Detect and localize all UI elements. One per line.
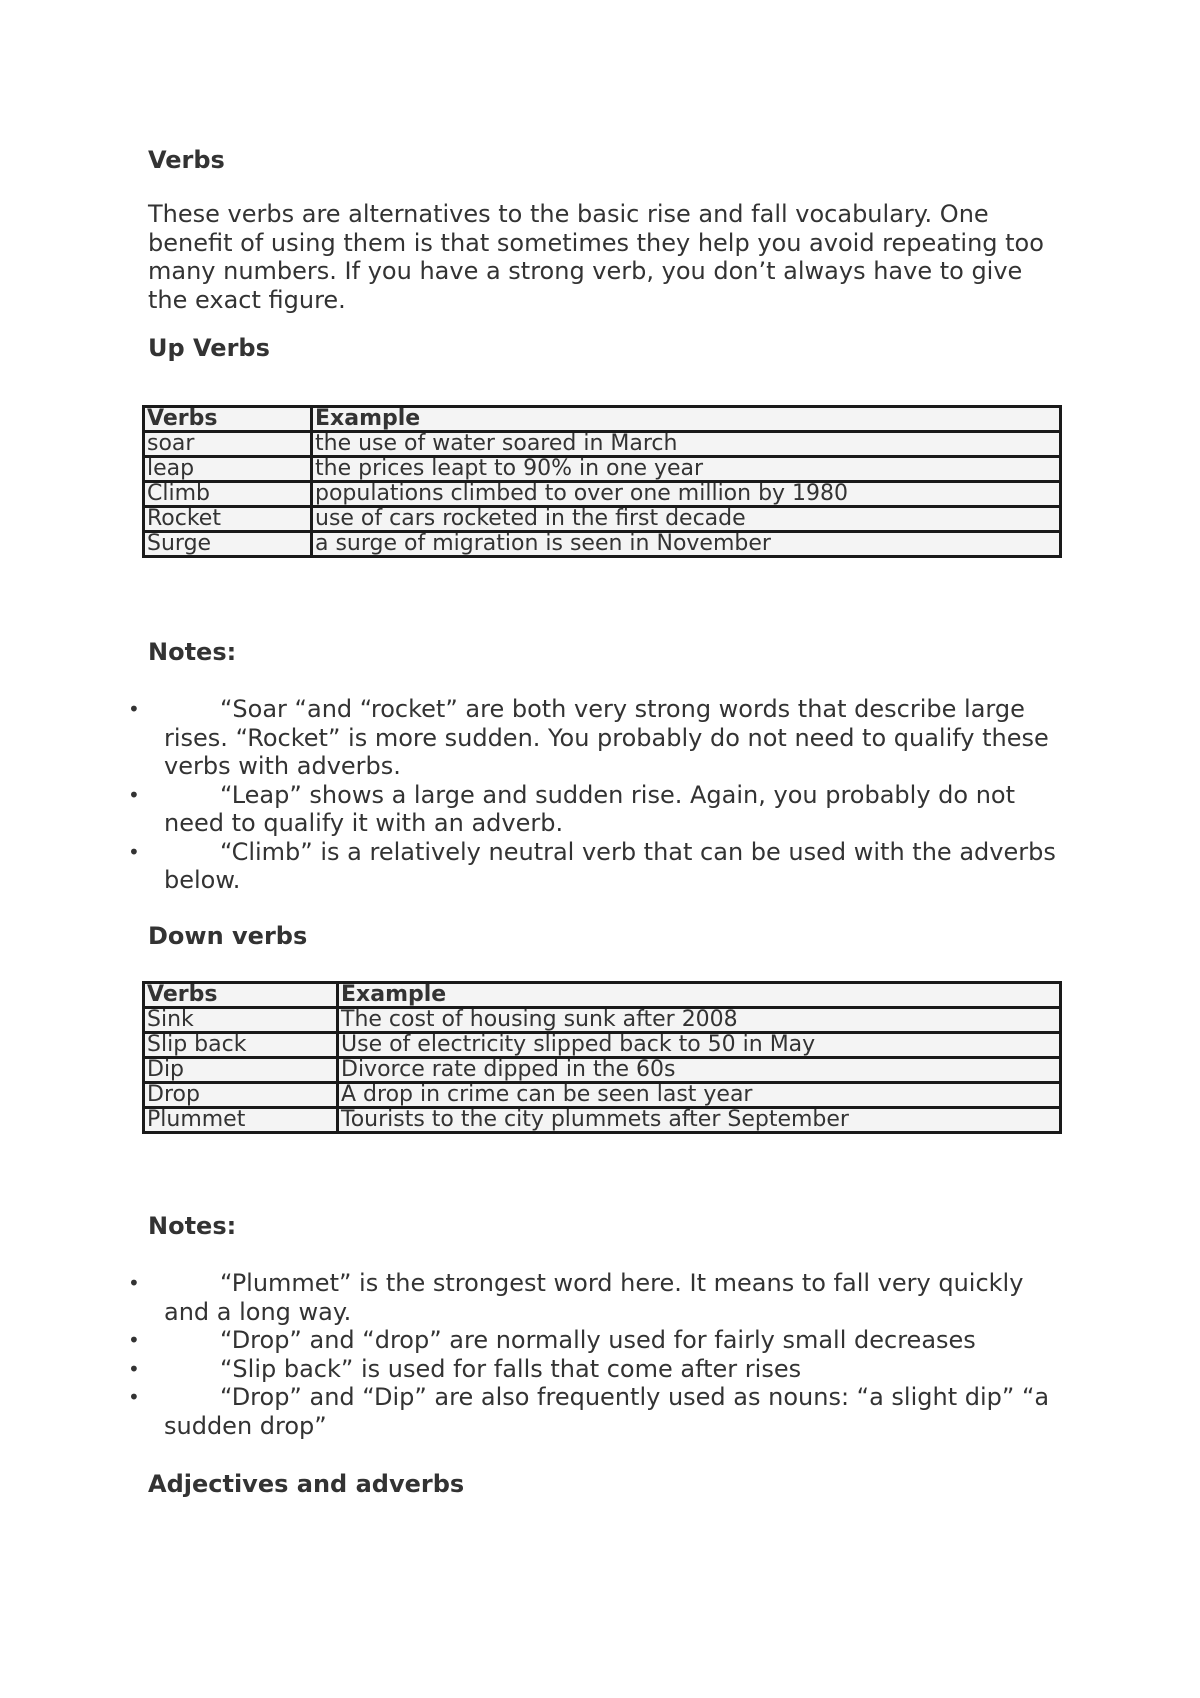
note-text: “Climb” is a relatively neutral verb that can be used with the adverbs below. <box>164 837 1056 894</box>
table-row <box>144 1033 1061 1058</box>
bullet-icon: • <box>128 1328 140 1352</box>
down-verbs-table <box>142 981 1062 1134</box>
example-cell: use of cars rocketed in the first decade <box>312 507 1061 532</box>
example-cell: Tourists to the city plummets after September <box>338 1108 1061 1133</box>
verb-cell: Sink <box>144 1008 338 1033</box>
note-text: “Drop” and “Dip” are also frequently used as nouns: “a slight dip” “a sudden drop” <box>164 1383 1050 1440</box>
verb-cell: Surge <box>144 532 312 557</box>
table-header-row <box>144 983 1061 1008</box>
up-notes-heading: Notes: <box>148 638 237 666</box>
up-verbs-heading: Up Verbs <box>148 334 270 362</box>
verb-cell: Dip <box>144 1058 338 1083</box>
example-cell: populations climbed to over one million by 1980 <box>312 482 1061 507</box>
table-row <box>144 1058 1061 1083</box>
verb-cell: Drop <box>144 1083 338 1108</box>
bullet-icon: • <box>128 1271 140 1295</box>
verbs-heading: Verbs <box>148 146 225 174</box>
note-text: “Leap” shows a large and sudden rise. Again, you probably do not need to qualify it with an adverb. <box>164 780 1015 837</box>
note-text: “Plummet” is the strongest word here. It means to fall very quickly and a long way. <box>164 1269 1024 1326</box>
verb-cell: leap <box>144 457 312 482</box>
list-item <box>124 1269 1069 1326</box>
list-item <box>124 1355 1069 1384</box>
table-header-cell: Verbs <box>144 407 312 432</box>
example-cell: The cost of housing sunk after 2008 <box>338 1008 1061 1033</box>
intro-paragraph: These verbs are alternatives to the basic rise and fall vocabulary. One benefit of using them is that sometimes they help you avoid repeating too many numbers. If you have a strong verb, you don’t always have to give the exact figure. <box>148 200 1044 314</box>
verb-cell: Slip back <box>144 1033 338 1058</box>
table-row <box>144 432 1061 457</box>
adjectives-adverbs-heading: Adjectives and adverbs <box>148 1470 465 1498</box>
bullet-icon: • <box>128 1385 140 1409</box>
example-cell: A drop in crime can be seen last year <box>338 1083 1061 1108</box>
table-header-cell: Example <box>312 407 1061 432</box>
note-text: “Slip back” is used for falls that come after rises <box>220 1354 802 1383</box>
verb-cell: Rocket <box>144 507 312 532</box>
example-cell: the prices leapt to 90% in one year <box>312 457 1061 482</box>
table-row <box>144 1008 1061 1033</box>
example-cell: the use of water soared in March <box>312 432 1061 457</box>
up-notes-list <box>124 695 1069 895</box>
example-cell: Use of electricity slipped back to 50 in May <box>338 1033 1061 1058</box>
down-notes-heading: Notes: <box>148 1212 237 1240</box>
example-cell: Divorce rate dipped in the 60s <box>338 1058 1061 1083</box>
table-header-cell: Example <box>338 983 1061 1008</box>
down-verbs-heading: Down verbs <box>148 922 308 950</box>
note-text: “Soar “and “rocket” are both very strong words that describe large rises. “Rocket” is more sudden. You probably do not need to qualify these verbs with adverbs. <box>164 695 1049 780</box>
table-row <box>144 1083 1061 1108</box>
verb-cell: soar <box>144 432 312 457</box>
bullet-icon: • <box>128 1356 140 1381</box>
down-notes-list <box>124 1269 1069 1440</box>
bullet-icon: • <box>128 782 140 807</box>
list-item <box>124 1326 1069 1355</box>
verb-cell: Plummet <box>144 1108 338 1133</box>
note-text: “Drop” and “drop” are normally used for fairly small decreases <box>220 1326 976 1354</box>
table-header-row <box>144 407 1061 432</box>
table-row <box>144 1108 1061 1133</box>
example-cell: a surge of migration is seen in November <box>312 532 1061 557</box>
up-verbs-table <box>142 405 1062 558</box>
list-item <box>124 838 1069 895</box>
bullet-icon: • <box>128 697 140 721</box>
table-row <box>144 457 1061 482</box>
table-row <box>144 507 1061 532</box>
list-item <box>124 695 1069 781</box>
table-row <box>144 532 1061 557</box>
table-row <box>144 482 1061 507</box>
list-item <box>124 781 1069 838</box>
list-item <box>124 1383 1069 1440</box>
bullet-icon: • <box>128 839 140 864</box>
table-header-cell: Verbs <box>144 983 338 1008</box>
verb-cell: Climb <box>144 482 312 507</box>
